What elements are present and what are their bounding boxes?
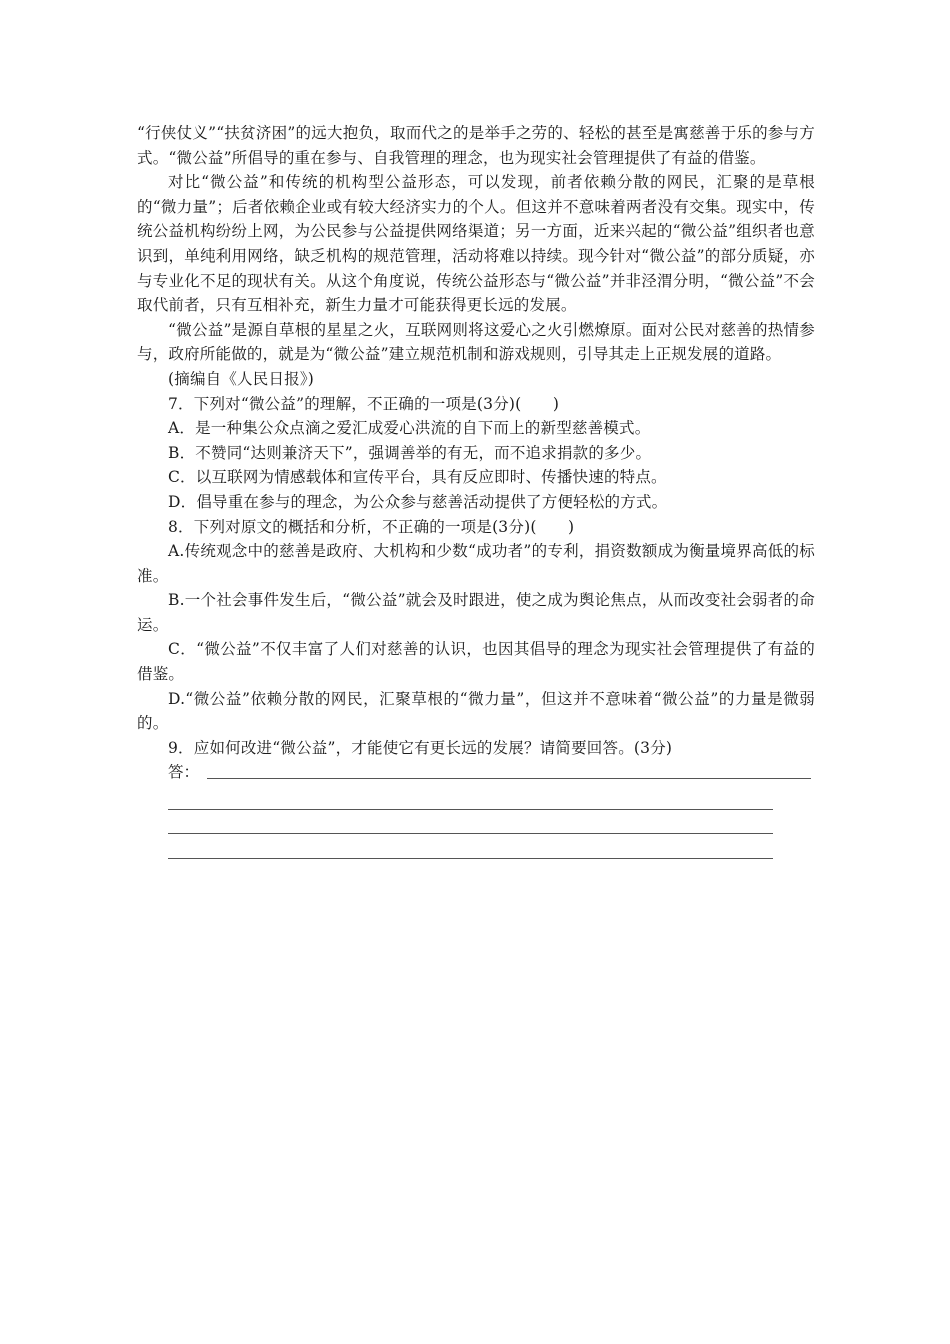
question-8-option-a: A.传统观念中的慈善是政府、大机构和少数“成功者”的专利，捐资数额成为衡量境界高低的标准。 [137, 542, 815, 585]
passage-source: (摘编自《人民日报》) [168, 369, 315, 388]
passage-paragraph-2: 对比“微公益”和传统的机构型公益形态，可以发现，前者依赖分散的网民，汇聚的是草根的“微力量”；后者依赖企业或有较大经济实力的个人。但这并不意味着两者没有交集。现实中，传统公益机构纷纷上网，为公民参与公益提供网络渠道；另一方面，近来兴起的“微公益”组织者也意识到，单纯利用网络，缺乏机构的规范管理，活动将难以持续。现今针对“微公益”的部分质疑，亦与专业化不足的现状有关。从这个角度说，传统公益形态与“微公益”并非泾渭分明，“微公益”不会取代前者，只有互相补充，新生力量才可能获得更长远的发展。 [137, 173, 815, 315]
question-7-option-c: C．以互联网为情感载体和宣传平台，具有反应即时、传播快速的特点。 [168, 468, 667, 487]
answer-label: 答： [168, 763, 200, 782]
answer-area[interactable] [137, 760, 815, 785]
question-8-option-d: D.“微公益”依赖分散的网民，汇聚草根的“微力量”，但这并不意味着“微公益”的力量是微弱的。 [137, 689, 815, 733]
answer-line[interactable] [168, 785, 773, 810]
exam-page [137, 121, 815, 859]
answer-line[interactable] [168, 810, 773, 835]
question-8-stem: 8．下列对原文的概括和分析，不正确的一项是(3分)( ) [168, 517, 575, 536]
question-7-option-b: B．不赞同“达则兼济天下”，强调善举的有无，而不追求捐款的多少。 [168, 443, 652, 462]
question-8-option-b: B.一个社会事件发生后，“微公益”就会及时跟进，使之成为舆论焦点，从而改变社会弱者的命运。 [137, 591, 815, 634]
answer-line[interactable] [168, 834, 773, 859]
question-7-stem: 7．下列对“微公益”的理解，不正确的一项是(3分)( ) [168, 394, 560, 413]
passage-paragraph-3: “微公益”是源自草根的星星之火，互联网则将这爱心之火引燃燎原。面对公民对慈善的热情参与，政府所能做的，就是为“微公益”建立规范机制和游戏规则，引导其走上正规发展的道路。 [137, 320, 815, 364]
question-8-option-c: C．“微公益”不仅丰富了人们对慈善的认识，也因其倡导的理念为现实社会管理提供了有益的借鉴。 [137, 640, 815, 684]
passage-paragraph-1: “行侠仗义”“扶贫济困”的远大抱负，取而代之的是举手之劳的、轻松的甚至是寓慈善于乐的参与方式。“微公益”所倡导的重在参与、自我管理的理念，也为现实社会管理提供了有益的借鉴。 [137, 124, 815, 167]
answer-line[interactable] [207, 778, 811, 779]
question-7-option-d: D．倡导重在参与的理念，为公众参与慈善活动提供了方便轻松的方式。 [168, 492, 668, 511]
question-7-option-a: A．是一种集公众点滴之爱汇成爱心洪流的自下而上的新型慈善模式。 [168, 419, 651, 438]
question-9-stem: 9．应如何改进“微公益”，才能使它有更长远的发展？请简要回答。(3分) [168, 738, 673, 757]
